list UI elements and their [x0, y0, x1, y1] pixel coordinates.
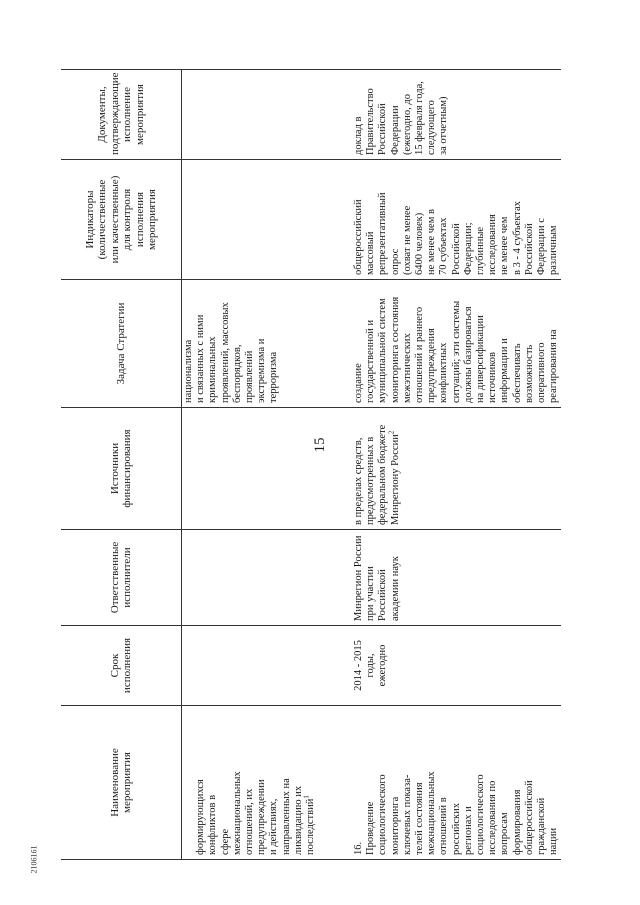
cell-name	[352, 706, 561, 860]
cell-term: 2014 - 2015 годы, ежегодно	[352, 626, 561, 706]
cell-name	[182, 706, 353, 860]
header-name: Наименование мероприятия	[61, 706, 182, 860]
cell-name-text: Проведение социологического мониторинга ключевых показа- телей состояния межнациональных отношений в российских регионах и социологического исследования по вопросам формирования общероссийской гражданской нации	[365, 771, 560, 855]
cell-documents: доклад в Правительство Российской Федерации (ежегодно, до 15 февраля года, следующего за отчетным)	[352, 70, 561, 160]
header-indicators: Индикаторы (количественные или качественные) для контроля исполнения мероприятия	[61, 160, 182, 280]
cell-task: национализма и связанных с ними криминальных проявлений, массовых беспорядков, проявлений экстремизма и терроризма	[182, 280, 353, 408]
cell-financing-body: в пределах средств, предусмотренных в федеральном бюджете Минрегиону России	[353, 424, 401, 525]
cell-financing	[182, 408, 353, 530]
header-financing: Источники финансирования	[61, 408, 182, 530]
cell-indicators: общероссийский массовый репрезентативный опрос (охват не менее 6400 человек) не менее чем в 70 субъектах Российской Федерации; глубинные исследования не менее чем в 3 - 4 субъектах Российской Федерации с различным	[352, 160, 561, 280]
page-number: 15	[312, 437, 328, 453]
row-number: 16.	[353, 841, 364, 855]
action-plan-table	[61, 69, 561, 860]
cell-term	[182, 626, 353, 706]
cell-responsible	[182, 530, 353, 626]
cell-financing	[352, 408, 561, 530]
cell-responsible: Минрегион России при участии Российской академии наук	[352, 530, 561, 626]
action-plan-table-wrapper	[61, 70, 561, 860]
header-task: Задача Стратегии	[61, 280, 182, 408]
table-header-row	[61, 70, 182, 860]
footnote-ref: 2	[387, 430, 396, 435]
cell-name-body: формирующихся конфликтов в сфере межнациональных отношений, их предупреждении и действиях, направленных на ликвидацию их последствий	[195, 771, 317, 855]
header-responsible: Ответственные исполнители	[61, 530, 182, 626]
table-row	[352, 70, 561, 860]
cell-indicators	[182, 160, 353, 280]
header-documents: Документы, подтверждающие исполнение мероприятия	[61, 70, 182, 160]
table-row-continuation	[182, 70, 353, 860]
header-term: Срок исполнения	[61, 626, 182, 706]
cell-documents	[182, 70, 353, 160]
cell-task: создание государственной и муниципальной систем мониторинга состояния межэтнических отношений и раннего предупреждения конфликтных ситуаций; эти системы должны базироваться на диверсификации источников информации и обеспечивать возможность оперативного реагирования на	[352, 280, 561, 408]
footnote-ref: 1	[302, 795, 311, 799]
document-code: 2106161	[29, 845, 39, 874]
cell-name-text	[195, 727, 317, 855]
